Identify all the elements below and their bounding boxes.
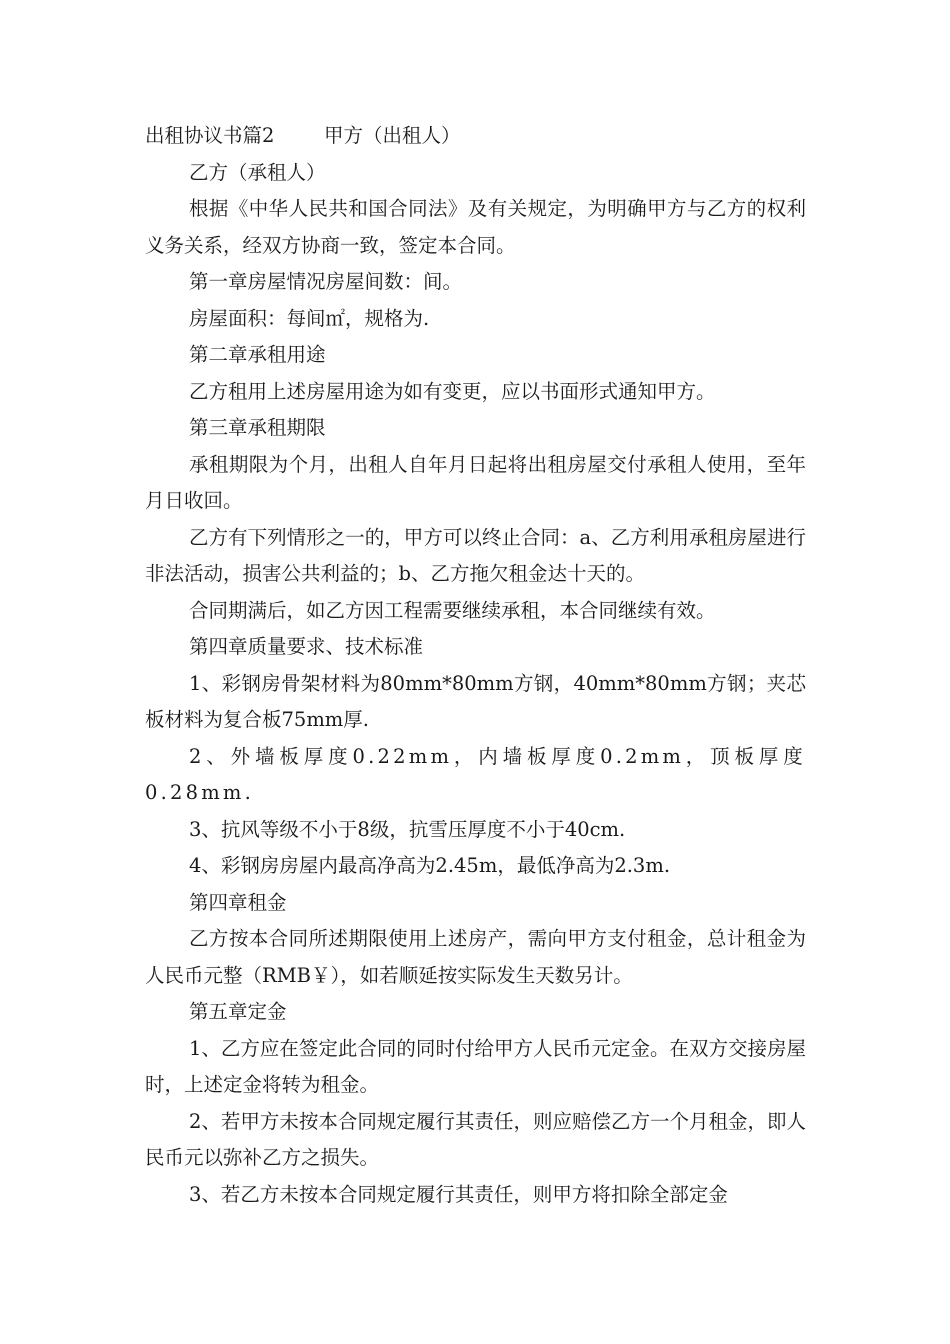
quality-item-3: 3、抗风等级不小于8级，抗雪压厚度不小于40cm. xyxy=(189,817,626,841)
document-title-line xyxy=(145,118,806,155)
deposit-item-2: 2、若甲方未按本合同规定履行其责任，则应赔偿乙方一个月租金，即人民币元以弥补乙方之损失。 xyxy=(145,1109,806,1169)
chapter-3-heading: 第三章承租期限 xyxy=(189,416,326,439)
paragraph-preamble: 根据《中华人民共和国合同法》及有关规定，为明确甲方与乙方的权利义务关系，经双方协商一致，签定本合同。 xyxy=(145,197,806,257)
deposit-item-1: 1、乙方应在签定此合同的同时付给甲方人民币元定金。在双方交接房屋时，上述定金将转为租金。 xyxy=(145,1036,806,1096)
paragraph-rent: 乙方按本合同所述期限使用上述房产，需向甲方支付租金，总计租金为人民币元整（RMB￥），如若顺延按实际发生天数另计。 xyxy=(145,927,806,987)
chapter-2-heading: 第二章承租用途 xyxy=(189,343,326,366)
quality-item-4: 4、彩钢房房屋内最高净高为2.45m，最低净高为2.3m. xyxy=(189,854,671,877)
paragraph-area: 房屋面积：每间㎡，规格为. xyxy=(189,306,430,330)
paragraph-term: 承租期限为个月，出租人自年月日起将出租房屋交付承租人使用，至年月日收回。 xyxy=(145,452,806,512)
paragraph-usage: 乙方租用上述房屋用途为如有变更，应以书面形式通知甲方。 xyxy=(189,379,716,403)
chapter-4-heading-rent: 第四章租金 xyxy=(189,890,287,914)
document-title: 出租协议书篇2 xyxy=(145,124,275,147)
paragraph-party-b: 乙方（承租人） xyxy=(189,160,326,184)
party-a-label: 甲方（出租人） xyxy=(324,124,461,147)
paragraph-renewal: 合同期满后，如乙方因工程需要继续承租，本合同继续有效。 xyxy=(189,598,716,622)
paragraph-termination: 乙方有下列情形之一的，甲方可以终止合同：a、乙方利用承租房屋进行非法活动，损害公共利益的；b、乙方拖欠租金达十天的。 xyxy=(145,525,806,585)
chapter-4-heading-quality: 第四章质量要求、技术标准 xyxy=(189,635,424,658)
chapter-5-heading: 第五章定金 xyxy=(189,1000,287,1023)
quality-item-2: 2、外墙板厚度0.22mm，内墙板厚度0.2mm，顶板厚度0.28mm. xyxy=(145,744,806,804)
document-page xyxy=(145,118,806,1213)
quality-item-1: 1、彩钢房骨架材料为80mm*80mm方钢，40mm*80mm方钢；夹芯板材料为复合板75mm厚. xyxy=(145,671,806,731)
deposit-item-3: 3、若乙方未按本合同规定履行其责任，则甲方将扣除全部定金 xyxy=(189,1182,728,1206)
chapter-1-heading: 第一章房屋情况房屋间数：间。 xyxy=(189,270,463,293)
